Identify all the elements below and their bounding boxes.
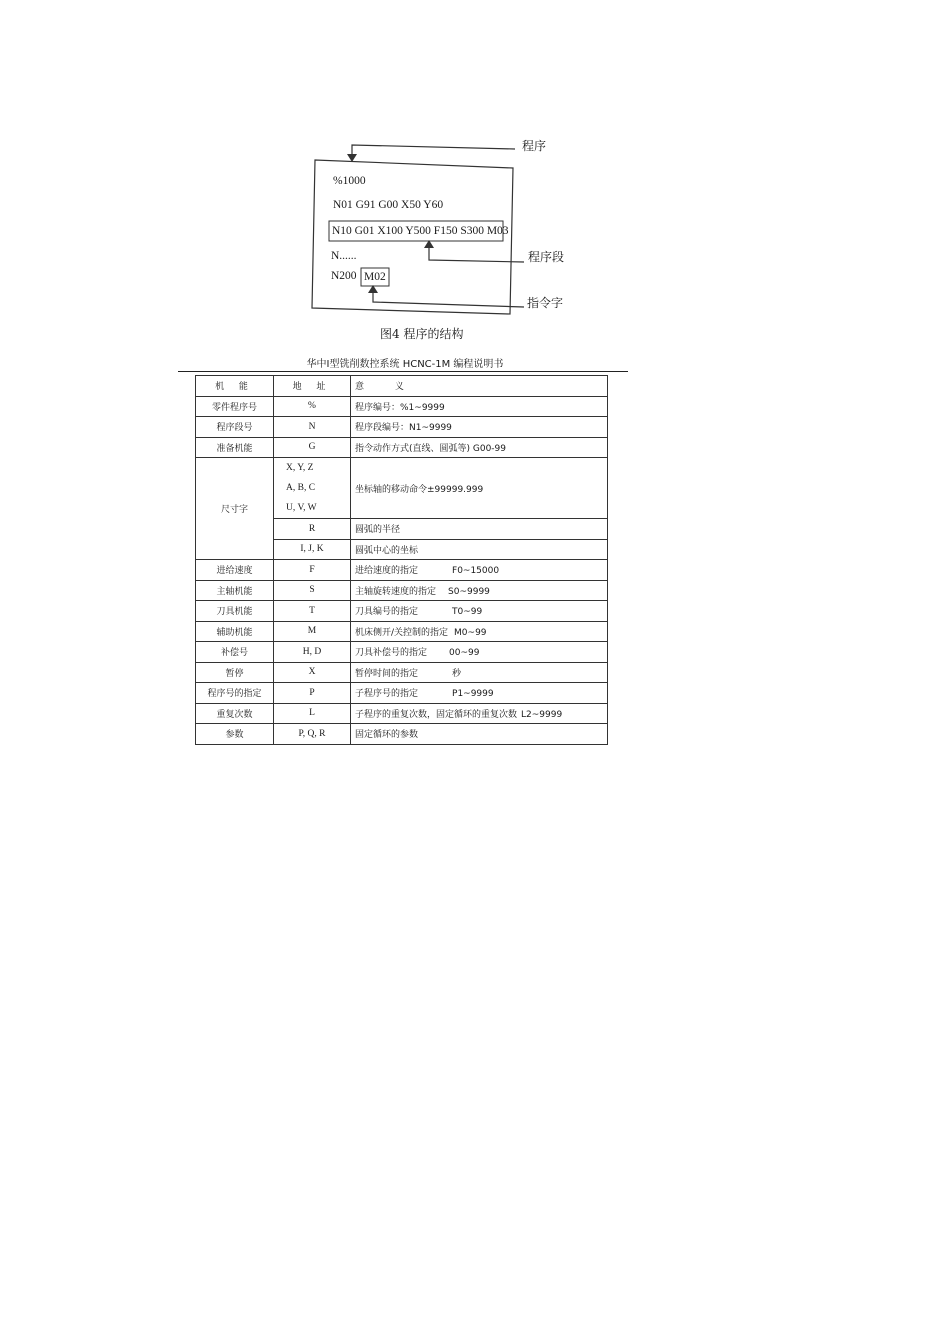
table-row-dimension [196, 458, 608, 519]
table-row [196, 642, 608, 663]
cell-function: 准备机能 [196, 437, 274, 458]
program-arrow [352, 145, 515, 156]
figure-caption: 图4 程序的结构 [380, 327, 464, 341]
cell-value: 秒 [452, 668, 462, 679]
cell-address: H, D [274, 642, 351, 663]
cell-function: 程序号的指定 [196, 683, 274, 704]
cell-meaning: 固定循环的参数 [355, 730, 419, 741]
table-row [196, 662, 608, 683]
cell-meaning: 刀具补偿号的指定 [355, 648, 428, 659]
cell-address: R [274, 519, 351, 540]
table-row [196, 621, 608, 642]
address-function-table [195, 375, 608, 745]
cell-address: F [274, 560, 351, 581]
cell-meaning-group [351, 662, 608, 683]
cell-address: % [274, 396, 351, 417]
cell-meaning: 进给速度的指定 [355, 566, 419, 577]
cell-address: A, B, C [286, 483, 316, 493]
boxed-word: M02 [364, 271, 386, 283]
cell-meaning: 子程序的重复次数，固定循环的重复次数 [355, 709, 518, 720]
cell-meaning: 坐标轴的移动命令±99999.999 [351, 458, 608, 519]
cell-function: 重复次数 [196, 703, 274, 724]
cell-address: P [274, 683, 351, 704]
cell-meaning-group [351, 724, 608, 745]
cell-function: 辅助机能 [196, 621, 274, 642]
header-function: 机 能 [196, 376, 274, 397]
cell-address: P, Q, R [274, 724, 351, 745]
cell-address: N [274, 417, 351, 438]
cell-meaning: 圆弧的半径 [351, 519, 608, 540]
cell-meaning: 机床侧开/关控制的指定 [355, 627, 449, 638]
cell-function: 补偿号 [196, 642, 274, 663]
cell-value: T0~99 [452, 607, 483, 618]
table-row [196, 560, 608, 581]
cell-function: 参数 [196, 724, 274, 745]
cell-meaning: 刀具编号的指定 [355, 607, 419, 618]
table-row [196, 683, 608, 704]
title-rule [178, 371, 628, 372]
document-title: 华中Ⅰ型铣削数控系统 HCNC-1M 编程说明书 [306, 359, 504, 370]
program-line-1: %1000 [333, 175, 366, 187]
program-line-4: N...... [331, 250, 357, 262]
cell-meaning-group [351, 683, 608, 704]
cell-address: S [274, 580, 351, 601]
cell-address-group [274, 458, 351, 519]
cell-function: 尺寸字 [196, 458, 274, 560]
cell-address: G [274, 437, 351, 458]
cell-address: T [274, 601, 351, 622]
cell-value: S0~9999 [448, 586, 490, 597]
cell-meaning: 主轴旋转速度的指定 [355, 586, 437, 597]
program-structure-figure [0, 0, 950, 360]
cell-address: M [274, 621, 351, 642]
cell-function: 进给速度 [196, 560, 274, 581]
table-row [196, 417, 608, 438]
table-row [196, 437, 608, 458]
cell-function: 暂停 [196, 662, 274, 683]
header-meaning: 意 义 [351, 376, 608, 397]
cell-value: M0~99 [454, 627, 487, 638]
table-header-row [196, 376, 608, 397]
cell-meaning-group [351, 621, 608, 642]
cell-address: U, V, W [286, 503, 317, 513]
program-line-5: N200 [331, 270, 357, 282]
cell-address: L [274, 703, 351, 724]
cell-address: X [274, 662, 351, 683]
cell-value: L2~9999 [521, 709, 563, 720]
table-row [196, 396, 608, 417]
table-row [196, 580, 608, 601]
cell-value: P1~9999 [452, 689, 494, 700]
header-address: 地 址 [274, 376, 351, 397]
cell-meaning-group [351, 703, 608, 724]
label-block: 程序段 [528, 250, 565, 264]
block-arrow [429, 246, 524, 262]
cell-function: 程序段号 [196, 417, 274, 438]
cell-meaning: 圆弧中心的坐标 [351, 539, 608, 560]
cell-function: 刀具机能 [196, 601, 274, 622]
cell-meaning: 程序段编号：N1~9999 [351, 417, 608, 438]
cell-meaning: 程序编号：%1~9999 [351, 396, 608, 417]
cell-meaning: 暂停时间的指定 [355, 668, 419, 679]
label-word: 指令字 [527, 296, 564, 310]
cell-address: I, J, K [274, 539, 351, 560]
cell-meaning-group [351, 601, 608, 622]
program-line-3: N10 G01 X100 Y500 F150 S300 M03 [332, 225, 509, 237]
cell-meaning-group [351, 580, 608, 601]
cell-address: X, Y, Z [286, 463, 314, 473]
cell-function: 零件程序号 [196, 396, 274, 417]
cell-meaning-group [351, 642, 608, 663]
cell-meaning: 子程序号的指定 [355, 689, 419, 700]
cell-meaning-group [351, 560, 608, 581]
cell-value: F0~15000 [452, 566, 500, 577]
cell-function: 主轴机能 [196, 580, 274, 601]
word-arrow [373, 291, 524, 307]
cell-meaning: 指令动作方式(直线、圆弧等) G00-99 [351, 437, 608, 458]
figure-diagram [0, 0, 950, 360]
table-row [196, 601, 608, 622]
cell-value: 00~99 [449, 648, 480, 659]
table-row [196, 724, 608, 745]
label-program: 程序 [522, 139, 547, 153]
table-row [196, 703, 608, 724]
program-line-2: N01 G91 G00 X50 Y60 [333, 199, 444, 211]
